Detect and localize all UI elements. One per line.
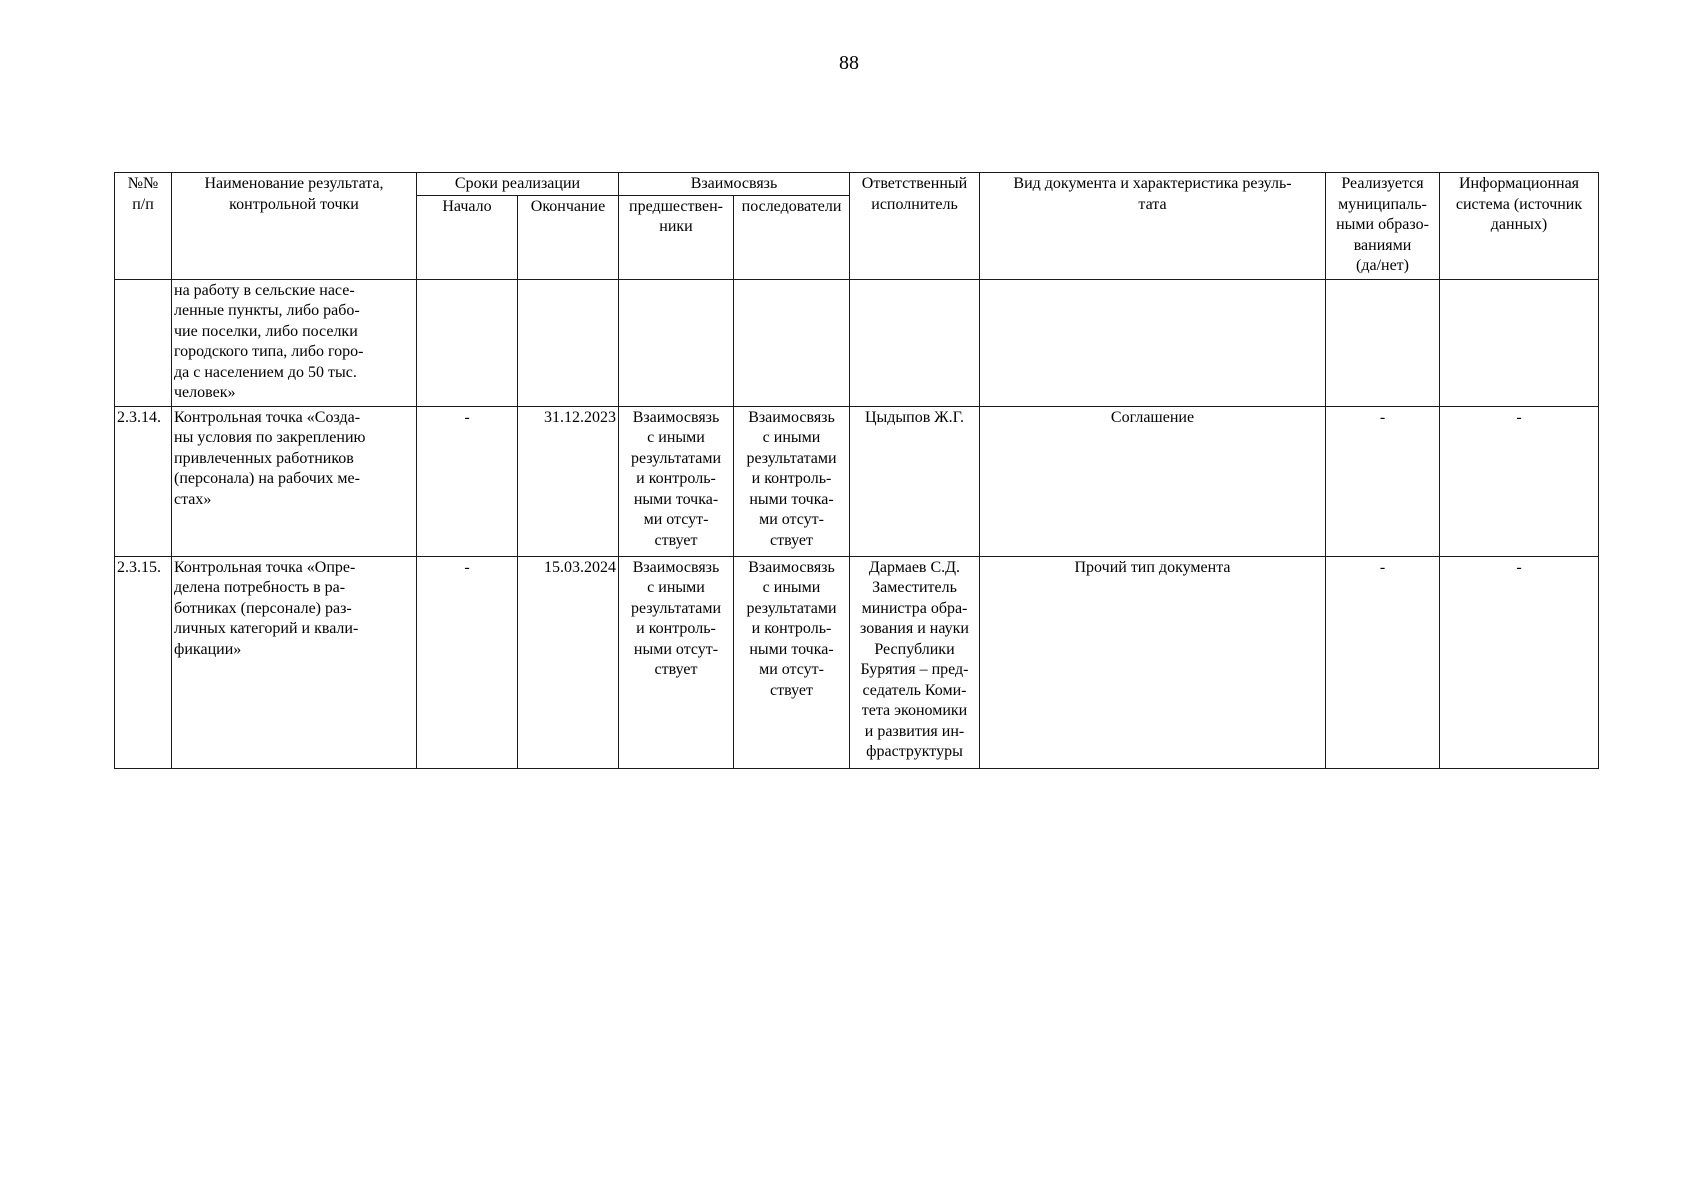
row-municipal: - xyxy=(1326,556,1440,768)
header-start: Начало xyxy=(417,195,518,279)
row-end: 31.12.2023 xyxy=(518,406,619,556)
table-header xyxy=(115,173,1599,280)
header-link: Взаимосвязь xyxy=(619,173,850,196)
row-municipal: - xyxy=(1326,406,1440,556)
row-start: - xyxy=(417,556,518,768)
row-start: - xyxy=(417,406,518,556)
row-start xyxy=(417,279,518,406)
header-responsible: Ответственный исполнитель xyxy=(850,173,980,280)
table-body xyxy=(115,279,1599,768)
row-municipal xyxy=(1326,279,1440,406)
row-num: 2.3.14. xyxy=(115,406,172,556)
row-end xyxy=(518,279,619,406)
row-doc-type xyxy=(980,279,1326,406)
row-predecessors: Взаимосвязь с иными результатами и контроль- ными точка- ми отсут- ствует xyxy=(619,406,734,556)
row-predecessors xyxy=(619,279,734,406)
row-doc-type: Прочий тип документа xyxy=(980,556,1326,768)
table-row xyxy=(115,279,1599,406)
row-name: на работу в сельские насе- ленные пункты, либо рабо- чие поселки, либо поселки городского типа, либо горо- да с населением до 50 тыс. человек» xyxy=(172,279,417,406)
row-name: Контрольная точка «Созда- ны условия по закреплению привлеченных работников (персонала) на рабочих ме- стах» xyxy=(172,406,417,556)
row-responsible: Цыдыпов Ж.Г. xyxy=(850,406,980,556)
header-info-system: Информационная система (источник данных) xyxy=(1440,173,1599,280)
plan-table xyxy=(114,172,1599,769)
table-row xyxy=(115,556,1599,768)
header-predecessors: предшествен- ники xyxy=(619,195,734,279)
row-responsible: Дармаев С.Д. Заместитель министра обра- зования и науки Республики Бурятия – пред- седатель Коми- тета экономики и развития ин- фраструктуры xyxy=(850,556,980,768)
row-num: 2.3.15. xyxy=(115,556,172,768)
row-responsible xyxy=(850,279,980,406)
header-end: Окончание xyxy=(518,195,619,279)
row-info-system: - xyxy=(1440,406,1599,556)
row-info-system xyxy=(1440,279,1599,406)
header-successors: последователи xyxy=(734,195,850,279)
row-successors: Взаимосвязь с иными результатами и контроль- ными точка- ми отсут- ствует xyxy=(734,406,850,556)
row-successors: Взаимосвязь с иными результатами и контроль- ными точка- ми отсут- ствует xyxy=(734,556,850,768)
row-doc-type: Соглашение xyxy=(980,406,1326,556)
row-info-system: - xyxy=(1440,556,1599,768)
row-num xyxy=(115,279,172,406)
row-name: Контрольная точка «Опре- делена потребность в ра- ботниках (персонале) раз- личных категорий и квали- фикации» xyxy=(172,556,417,768)
header-doc-type: Вид документа и характеристика резуль- тата xyxy=(980,173,1326,280)
row-successors xyxy=(734,279,850,406)
row-predecessors: Взаимосвязь с иными результатами и контроль- ными отсут- ствует xyxy=(619,556,734,768)
header-name: Наименование результата, контрольной точки xyxy=(172,173,417,280)
page-number: 88 xyxy=(839,52,859,74)
table-row xyxy=(115,406,1599,556)
header-terms: Сроки реализации xyxy=(417,173,619,196)
header-num: №№ п/п xyxy=(115,173,172,280)
row-end: 15.03.2024 xyxy=(518,556,619,768)
header-municipal: Реализуется муниципаль- ными образо- ваниями (да/нет) xyxy=(1326,173,1440,280)
